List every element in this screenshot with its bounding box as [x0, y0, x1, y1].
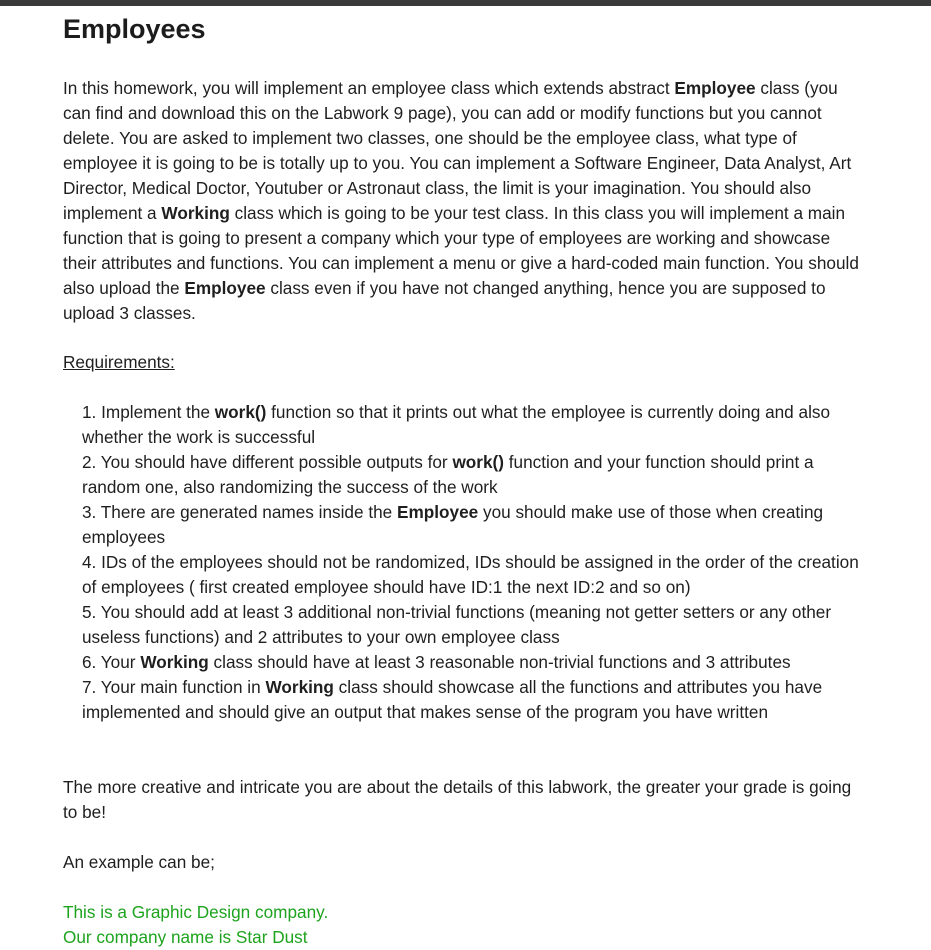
- requirement-bold: Working: [265, 677, 334, 697]
- requirement-bold: work(): [452, 452, 504, 472]
- intro-paragraph: [63, 76, 863, 326]
- requirement-text: class should showcase all the functions and attributes you have implemented and should give an output that makes sense of the program you have written: [82, 677, 823, 722]
- requirement-text: function and your function should print a random one, also randomizing the success of the work: [82, 452, 814, 497]
- requirement-item: [82, 500, 872, 550]
- requirement-text: 2. You should have different possible outputs for: [82, 452, 453, 472]
- requirement-bold: Employee: [397, 502, 479, 522]
- requirement-item: 4. IDs of the employees should not be randomized, IDs should be assigned in the order of the creation of employees ( first created employee should have ID:1 the next ID:2 and so on): [82, 552, 859, 597]
- requirements-list: [82, 400, 872, 725]
- requirement-bold: Working: [140, 652, 209, 672]
- requirement-text: 7. Your main function in: [82, 677, 266, 697]
- requirement-item: [82, 675, 872, 725]
- example-line: This is a Graphic Design company.: [63, 902, 329, 922]
- requirement-text: you should make use of those when creating employees: [82, 502, 824, 547]
- requirement-text: 1. Implement the: [82, 402, 215, 422]
- intro-text-4: class even if you have not changed anything, hence you are supposed to upload 3 classes.: [63, 278, 826, 323]
- intro-bold-working: Working: [161, 203, 230, 223]
- window-top-bar: [0, 0, 931, 6]
- requirement-bold: work(): [214, 402, 267, 422]
- requirement-text: 6. Your: [82, 652, 141, 672]
- requirement-text: 3. There are generated names inside the: [82, 502, 397, 522]
- requirement-item: [82, 650, 872, 675]
- closing-paragraph: The more creative and intricate you are about the details of this labwork, the greater your grade is going to be!: [63, 777, 852, 822]
- intro-text-2: class (you can find and download this on the Labwork 9 page), you can add or modify functions but you cannot delete. You are asked to implement two classes, one should be the employee class, what type of employee it is going to be is totally up to you. You can implement a Software Engineer, Data Analyst, Art Director, Medical Doctor, Youtuber or Astronaut class, the limit is your imagination. You should also implement a: [63, 78, 852, 223]
- intro-text-1: In this homework, you will implement an employee class which extends abstract: [63, 78, 675, 98]
- intro-text-3: class which is going to be your test class. In this class you will implement a main function that is going to present a company which your type of employees are working and showcase their attributes and functions. You can implement a menu or give a hard-coded main function. You should also upload the: [63, 203, 859, 298]
- page-title: Employees: [63, 14, 206, 44]
- requirement-item: 5. You should add at least 3 additional non-trivial functions (meaning not getter setters or any other useless functions) and 2 attributes to your own employee class: [82, 602, 832, 647]
- requirement-text: class should have at least 3 reasonable non-trivial functions and 3 attributes: [208, 652, 791, 672]
- example-intro: An example can be;: [63, 852, 215, 872]
- requirement-item: [82, 450, 872, 500]
- example-line: Our company name is Star Dust: [63, 927, 308, 947]
- intro-bold-employee-2: Employee: [184, 278, 266, 298]
- intro-bold-employee: Employee: [674, 78, 756, 98]
- requirement-text: function so that it prints out what the employee is currently doing and also whether the work is successful: [82, 402, 831, 447]
- requirement-item: [82, 400, 872, 450]
- requirements-heading: Requirements:: [63, 352, 175, 372]
